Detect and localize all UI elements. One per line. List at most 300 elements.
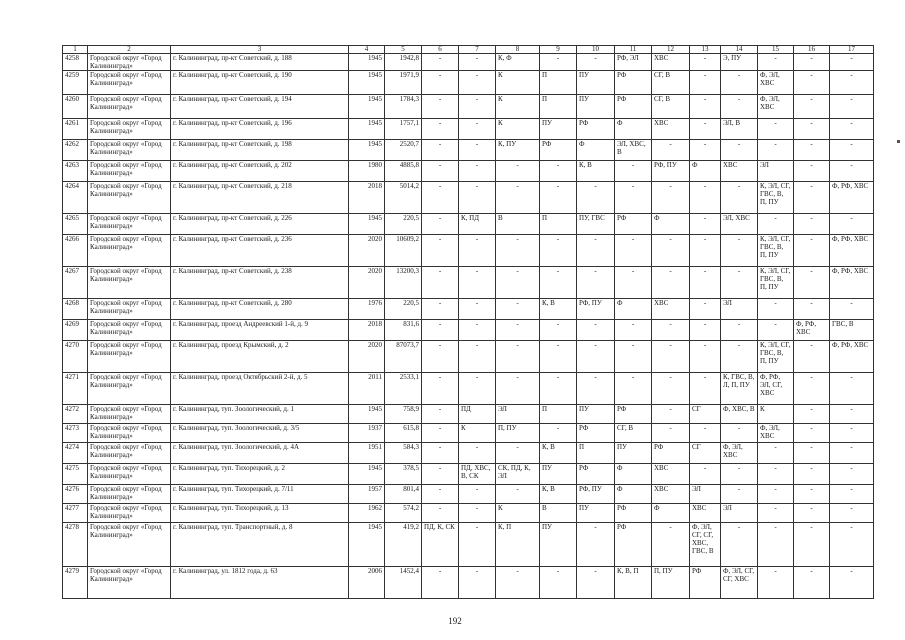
table-cell: 4268 [63, 299, 88, 320]
table-cell: - [794, 504, 830, 523]
table-cell: - [794, 341, 830, 373]
table-cell: Ф, РФ, ХВС [830, 182, 874, 214]
table-cell: - [577, 182, 615, 214]
table-cell: 4278 [63, 523, 88, 567]
table-cell: ПД [459, 405, 496, 424]
table-cell: - [652, 182, 690, 214]
table-cell: - [459, 567, 496, 599]
table-cell: г. Калининград, пр-кт Советский, д. 202 [171, 161, 349, 182]
table-cell: СГ, В [652, 95, 690, 119]
table-cell: К, ПУ [496, 140, 540, 161]
table-cell: - [721, 95, 758, 119]
table-cell: К, ЭЛ, СГ, ГВС, В, П, ПУ [758, 235, 794, 267]
table-cell: 2018 [349, 320, 385, 341]
table-cell: - [422, 320, 459, 341]
table-cell: - [830, 504, 874, 523]
table-cell: 2020 [349, 341, 385, 373]
table-cell: П [540, 214, 577, 235]
table-cell: 1971,9 [385, 71, 422, 95]
table-cell: ГВС, В [830, 320, 874, 341]
table-cell: - [652, 341, 690, 373]
table-cell: 4271 [63, 373, 88, 405]
table-cell: СГ [690, 443, 721, 464]
table-row [63, 485, 874, 504]
table-row [63, 119, 874, 140]
table-cell: 4272 [63, 405, 88, 424]
table-cell: К [496, 119, 540, 140]
table-cell: 2018 [349, 182, 385, 214]
table-cell: - [540, 54, 577, 71]
table-row [63, 71, 874, 95]
table-cell: РФ [615, 214, 652, 235]
table-cell: - [794, 214, 830, 235]
table-cell: - [577, 320, 615, 341]
table-cell: П [540, 405, 577, 424]
table-cell: - [721, 267, 758, 299]
table-cell: 4263 [63, 161, 88, 182]
table-cell: 419,2 [385, 523, 422, 567]
table-cell: РФ [652, 443, 690, 464]
table-row [63, 54, 874, 71]
table-cell: г. Калининград, проезд Андреевский 1-й, д. 9 [171, 320, 349, 341]
table-cell: - [721, 485, 758, 504]
table-cell: - [652, 405, 690, 424]
table-cell: - [496, 161, 540, 182]
table-row [63, 140, 874, 161]
table-cell: г. Калининград, пр-кт Советский, д. 196 [171, 119, 349, 140]
table-cell: Городской округ «Город Калининград» [88, 119, 171, 140]
table-cell: 2020 [349, 267, 385, 299]
table-cell: К, В [577, 161, 615, 182]
column-header: 5 [385, 46, 422, 54]
table-cell: - [652, 140, 690, 161]
table-cell: 1784,3 [385, 95, 422, 119]
table-cell: - [794, 405, 830, 424]
table-row [63, 182, 874, 214]
table-cell: г. Калининград, проезд Октябрьский 2-й, д. 5 [171, 373, 349, 405]
table-cell: ЭЛ, В [721, 119, 758, 140]
table-cell: 2011 [349, 373, 385, 405]
table-cell: г. Калининград, туп. Транспортный, д. 8 [171, 523, 349, 567]
table-cell: - [794, 443, 830, 464]
table-cell: К [758, 405, 794, 424]
table-cell: РФ [615, 504, 652, 523]
table-cell: 2006 [349, 567, 385, 599]
table-cell: - [721, 523, 758, 567]
table-cell: ЭЛ, ХВС [721, 214, 758, 235]
table-cell: - [459, 443, 496, 464]
table-cell: РФ, ПУ [577, 485, 615, 504]
table-cell: К, П [496, 523, 540, 567]
table-row [63, 299, 874, 320]
table-cell: Городской округ «Город Калининград» [88, 485, 171, 504]
table-cell: - [830, 54, 874, 71]
table-cell: 1957 [349, 485, 385, 504]
table-cell: 5014,2 [385, 182, 422, 214]
table-cell: г. Калининград, проезд Крымский, д. 2 [171, 341, 349, 373]
table-cell: - [690, 341, 721, 373]
table-cell: РФ [615, 523, 652, 567]
table-cell: - [615, 235, 652, 267]
column-header: 8 [496, 46, 540, 54]
table-cell: 4885,8 [385, 161, 422, 182]
table-cell: - [422, 464, 459, 485]
table-cell: - [830, 299, 874, 320]
table-cell: - [422, 443, 459, 464]
table-cell: - [459, 320, 496, 341]
table-cell: К, ГВС, В, Л, П, ПУ [721, 373, 758, 405]
table-cell: 1945 [349, 405, 385, 424]
table-cell: 574,2 [385, 504, 422, 523]
table-cell: ПД, К, СК [422, 523, 459, 567]
table-cell: К [496, 504, 540, 523]
table-cell: - [459, 235, 496, 267]
table-cell: - [830, 161, 874, 182]
table-cell: - [794, 95, 830, 119]
table-cell: ПУ [540, 119, 577, 140]
table-cell: - [577, 235, 615, 267]
table-cell: 1757,1 [385, 119, 422, 140]
table-cell: - [459, 182, 496, 214]
table-cell: - [422, 161, 459, 182]
table-cell: 4260 [63, 95, 88, 119]
table-cell: - [496, 341, 540, 373]
table-cell: - [577, 341, 615, 373]
table-cell: РФ, ПУ [652, 161, 690, 182]
table-cell: г. Калининград, пр-кт Советский, д. 238 [171, 267, 349, 299]
table-cell: 615,8 [385, 424, 422, 443]
table-cell: - [830, 443, 874, 464]
table-cell: - [496, 182, 540, 214]
table-cell: - [540, 373, 577, 405]
table-cell: ЭЛ [758, 161, 794, 182]
table-cell: - [540, 567, 577, 599]
table-cell: 1945 [349, 71, 385, 95]
table-cell: - [422, 567, 459, 599]
table-cell: - [615, 320, 652, 341]
table-cell: - [422, 182, 459, 214]
table-cell: Ф, РФ, ХВС [830, 235, 874, 267]
table-cell: В [540, 504, 577, 523]
table-cell: 4279 [63, 567, 88, 599]
table-cell: - [758, 485, 794, 504]
table-cell: - [496, 235, 540, 267]
table-cell: ЭЛ, ХВС, В [615, 140, 652, 161]
table-cell: 1945 [349, 140, 385, 161]
table-cell: - [652, 267, 690, 299]
table-cell: Городской округ «Город Калининград» [88, 424, 171, 443]
table-cell: - [459, 140, 496, 161]
table-cell: 4274 [63, 443, 88, 464]
column-number-row [63, 46, 874, 54]
table-cell: - [422, 54, 459, 71]
table-cell: 4267 [63, 267, 88, 299]
table-cell: - [690, 464, 721, 485]
table-cell: Ф, РФ, ЭЛ, СГ, ХВС [758, 373, 794, 405]
table-cell: - [830, 424, 874, 443]
table-cell: г. Калининград, туп. Зоологический, д. 3/5 [171, 424, 349, 443]
table-cell: - [794, 161, 830, 182]
table-cell: - [422, 71, 459, 95]
table-cell: - [540, 267, 577, 299]
table-cell: Ф, ЭЛ, СГ, СГ, ХВС, ГВС, В [690, 523, 721, 567]
table-cell: Городской округ «Город Калининград» [88, 443, 171, 464]
table-cell: - [794, 299, 830, 320]
table-cell: 1980 [349, 161, 385, 182]
table-cell: - [422, 405, 459, 424]
table-cell: - [540, 320, 577, 341]
table-cell: - [496, 485, 540, 504]
table-cell: - [794, 140, 830, 161]
table-cell: К, ПД [459, 214, 496, 235]
table-cell: - [758, 443, 794, 464]
page-number: 192 [448, 616, 462, 626]
table-cell: 4269 [63, 320, 88, 341]
table-row [63, 267, 874, 299]
column-header: 1 [63, 46, 88, 54]
table-cell: РФ, ЭЛ [615, 54, 652, 71]
table-cell: Городской округ «Город Калининград» [88, 267, 171, 299]
table-row [63, 95, 874, 119]
table-cell: г. Калининград, пр-кт Советский, д. 218 [171, 182, 349, 214]
column-header: 2 [88, 46, 171, 54]
column-header: 15 [758, 46, 794, 54]
table-cell: ХВС [652, 464, 690, 485]
table-cell: П, ПУ [496, 424, 540, 443]
table-cell: - [422, 373, 459, 405]
table-cell: Городской округ «Город Калининград» [88, 567, 171, 599]
table-cell: ПУ [577, 71, 615, 95]
table-cell: - [794, 485, 830, 504]
table-cell: РФ [577, 424, 615, 443]
table-cell: - [422, 341, 459, 373]
table-cell: г. Калининград, пр-кт Советский, д. 236 [171, 235, 349, 267]
table-cell: - [830, 523, 874, 567]
table-cell: - [794, 71, 830, 95]
table-cell: - [422, 235, 459, 267]
table-cell: - [496, 299, 540, 320]
table-cell: - [721, 320, 758, 341]
table-cell: - [830, 567, 874, 599]
table-cell: Ф, ЭЛ, ХВС [758, 71, 794, 95]
table-cell: ПД, ХВС, В, СК [459, 464, 496, 485]
table-cell: - [721, 140, 758, 161]
table-row [63, 443, 874, 464]
table-cell: 2533,1 [385, 373, 422, 405]
table-cell: - [496, 320, 540, 341]
table-cell: - [652, 320, 690, 341]
table-cell: Городской округ «Город Калининград» [88, 299, 171, 320]
table-cell: РФ [540, 140, 577, 161]
table-cell: СГ [690, 405, 721, 424]
table-cell: Городской округ «Город Калининград» [88, 182, 171, 214]
table-row [63, 373, 874, 405]
table-cell: - [496, 267, 540, 299]
table-cell: 1976 [349, 299, 385, 320]
table-cell: г. Калининград, пр-кт Советский, д. 194 [171, 95, 349, 119]
table-cell: - [615, 182, 652, 214]
table-cell: - [794, 464, 830, 485]
table-cell: - [540, 235, 577, 267]
table-cell: - [615, 341, 652, 373]
table-cell: - [690, 320, 721, 341]
table-cell: - [422, 424, 459, 443]
table-cell: К, ЭЛ, СГ, ГВС, В, П, ПУ [758, 267, 794, 299]
table-cell: К, Ф [496, 54, 540, 71]
table-cell: Э, ПУ [721, 54, 758, 71]
table-cell: - [540, 341, 577, 373]
table-cell: - [540, 182, 577, 214]
table-cell: - [721, 464, 758, 485]
table-cell: - [690, 235, 721, 267]
table-cell: 10609,2 [385, 235, 422, 267]
table-cell: - [422, 267, 459, 299]
table-cell: - [422, 214, 459, 235]
table-cell: Городской округ «Город Калининград» [88, 95, 171, 119]
table-cell: - [422, 119, 459, 140]
table-cell: - [422, 140, 459, 161]
table-cell: ЭЛ [496, 405, 540, 424]
table-cell: - [422, 485, 459, 504]
table-cell: - [721, 341, 758, 373]
table-cell: - [690, 373, 721, 405]
table-cell: 4258 [63, 54, 88, 71]
table-cell: - [721, 424, 758, 443]
table-cell: 2520,7 [385, 140, 422, 161]
column-header: 4 [349, 46, 385, 54]
table-cell: - [758, 464, 794, 485]
table-cell: - [830, 214, 874, 235]
table-cell: - [496, 373, 540, 405]
table-cell: г. Калининград, пр-кт Советский, д. 280 [171, 299, 349, 320]
table-row [63, 341, 874, 373]
table-cell: - [577, 267, 615, 299]
table-cell: Ф, ЭЛ, ХВС [721, 443, 758, 464]
table-cell: - [690, 267, 721, 299]
table-cell: - [794, 235, 830, 267]
table-cell: Ф, ХВС, В [721, 405, 758, 424]
table-cell: П [540, 71, 577, 95]
table-cell: В [496, 214, 540, 235]
table-cell: 758,9 [385, 405, 422, 424]
table-cell: 4262 [63, 140, 88, 161]
table-cell: СГ, В [615, 424, 652, 443]
table-cell: ХВС [652, 485, 690, 504]
table-cell: 4270 [63, 341, 88, 373]
table-row [63, 424, 874, 443]
table-cell: Ф, РФ, ХВС [794, 320, 830, 341]
table-cell: - [690, 299, 721, 320]
table-row [63, 235, 874, 267]
column-header: 16 [794, 46, 830, 54]
table-cell: К, В [540, 485, 577, 504]
table-cell: - [652, 373, 690, 405]
table-cell: - [690, 140, 721, 161]
table-cell: Ф [577, 140, 615, 161]
table-cell: 1945 [349, 464, 385, 485]
table-cell: - [758, 140, 794, 161]
table-cell: - [577, 523, 615, 567]
table-cell: 4275 [63, 464, 88, 485]
table-cell: Городской округ «Город Калининград» [88, 405, 171, 424]
table-row [63, 161, 874, 182]
table-cell: Ф, РФ, ХВС [830, 341, 874, 373]
table-cell: ПУ [577, 95, 615, 119]
table-cell: 1937 [349, 424, 385, 443]
table-cell: 801,4 [385, 485, 422, 504]
table-cell: Ф [652, 214, 690, 235]
table-cell: 378,5 [385, 464, 422, 485]
table-cell: 1942,8 [385, 54, 422, 71]
table-cell: - [422, 504, 459, 523]
table-cell: К [459, 424, 496, 443]
table-cell: ПУ [540, 523, 577, 567]
table-cell: Ф [615, 299, 652, 320]
table-cell: К, ЭЛ, СГ, ГВС, В, П, ПУ [758, 182, 794, 214]
table-cell: - [830, 405, 874, 424]
table-row [63, 464, 874, 485]
table-cell: ХВС [721, 161, 758, 182]
table-cell: Городской округ «Город Калининград» [88, 54, 171, 71]
table-cell: ЭЛ [721, 299, 758, 320]
table-cell: ХВС [652, 299, 690, 320]
table-cell: К [496, 95, 540, 119]
table-cell: г. Калининград, пр-кт Советский, д. 190 [171, 71, 349, 95]
table-cell: - [690, 424, 721, 443]
table-row [63, 567, 874, 599]
table-cell: 4277 [63, 504, 88, 523]
table-cell: - [758, 54, 794, 71]
table-cell: 584,3 [385, 443, 422, 464]
table-cell: - [758, 320, 794, 341]
table-cell: 1951 [349, 443, 385, 464]
table-cell: Ф [615, 119, 652, 140]
column-header: 13 [690, 46, 721, 54]
table-cell: - [652, 235, 690, 267]
table-cell: - [459, 504, 496, 523]
table-cell: - [690, 214, 721, 235]
table-cell: г. Калининград, пр-кт Советский, д. 188 [171, 54, 349, 71]
table-cell: РФ [577, 464, 615, 485]
register-table [62, 45, 874, 599]
table-cell: ПУ [540, 464, 577, 485]
table-cell: - [652, 424, 690, 443]
table-cell: Городской округ «Город Калининград» [88, 373, 171, 405]
table-body [63, 54, 874, 599]
table-cell: Городской округ «Город Калининград» [88, 71, 171, 95]
table-cell: Городской округ «Город Калининград» [88, 235, 171, 267]
table-cell: - [794, 182, 830, 214]
table-cell: - [615, 267, 652, 299]
table-cell: ЭЛ [690, 485, 721, 504]
table-cell: - [794, 424, 830, 443]
table-cell: - [830, 119, 874, 140]
table-cell: - [459, 373, 496, 405]
table-cell: ПУ [615, 443, 652, 464]
table-cell: ПУ, ГВС [577, 214, 615, 235]
table-cell: 220,5 [385, 299, 422, 320]
table-cell: Городской округ «Город Калининград» [88, 214, 171, 235]
table-cell: - [422, 95, 459, 119]
table-cell: - [459, 95, 496, 119]
table-cell: - [758, 299, 794, 320]
table-cell: г. Калининград, туп. Тихорецкий, д. 7/11 [171, 485, 349, 504]
table-cell: ХВС [652, 54, 690, 71]
table-cell: г. Калининград, туп. Зоологический, д. 1 [171, 405, 349, 424]
table-cell: 13200,3 [385, 267, 422, 299]
table-cell: ПУ [577, 504, 615, 523]
table-cell: г. Калининград, пр-кт Советский, д. 226 [171, 214, 349, 235]
